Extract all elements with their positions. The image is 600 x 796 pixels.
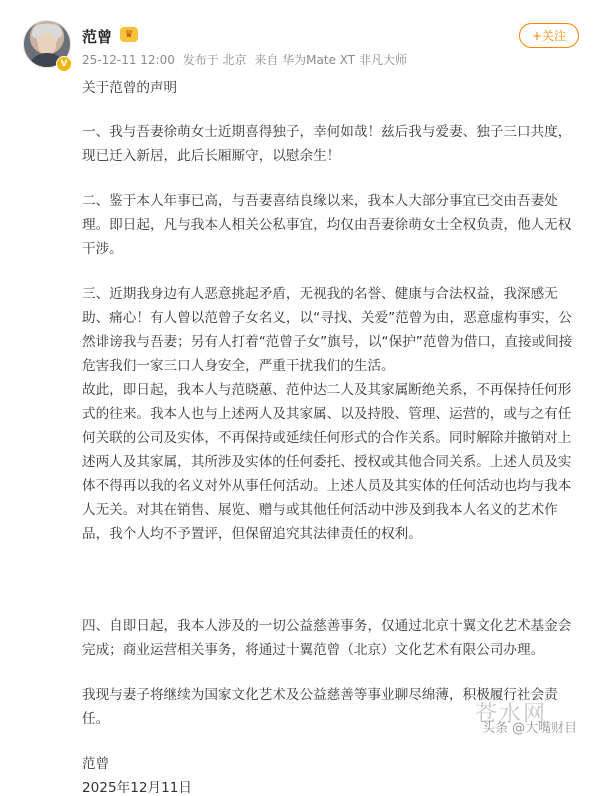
follow-button[interactable]: +关注 xyxy=(519,23,579,48)
post-meta xyxy=(82,51,411,68)
statement-title: 关于范曾的声明 xyxy=(82,80,178,96)
paragraph-4: 四、自即日起，我本人涉及的一切公益慈善事务，仅通过北京十翼文化艺术基金会 完成；商业运营相关事务，将通过十翼范曾（北京）文化艺术有限公司办理。 xyxy=(82,618,572,658)
signature: 范曾 xyxy=(82,756,110,772)
post-location: 发布于 北京 xyxy=(182,53,247,67)
statement-date: 2025年12月11日 xyxy=(82,780,192,796)
paragraph-1: 一、我与吾妻徐萌女士近期喜得独子，幸何如哉！兹后我与爱妻、独子三口共度， 现已迁入新居，此后长厢厮守，以慰余生！ xyxy=(82,124,572,164)
post-time: 25-12-11 12:00 xyxy=(82,53,175,67)
post-header xyxy=(0,0,600,80)
paragraph-5: 我现与妻子将继续为国家文化艺术及公益慈善等事业聊尽绵薄，积极履行社会责 任。 xyxy=(82,687,558,727)
caption-watermark: 头条 @大嘴财目 xyxy=(482,721,578,736)
verified-v-icon: V xyxy=(56,56,72,72)
post-source: 来自 华为Mate XT 非凡大师 xyxy=(254,53,407,67)
author-name[interactable]: 范曾 xyxy=(82,28,113,46)
paragraph-3: 三、近期我身边有人恶意挑起矛盾，无视我的名誉、健康与合法权益，我深感无 助、痛心！有人曾以范曾子女名义，以“寻找、关爱”范曾为由，恶意虚构事实，公 然诽谤我与吾妻；另有人打着“范曾子女”旗号，以“保护”范曾为借口，直接或间接 危害我们一家三口人身安全，严重干扰我们的生活。 故此，即日起，我本人与范晓蕙、范仲达二人及其家属断绝关系，不再保持任何形 式的往来。我本人也与上述两人及其家属、以及持股、管理、运营的，或与之有任 何关联的公司及实体，不再保持或延续任何形式的合作关系。同时解除并撤销对上 述两人及其家属，其所涉及实体的任何委托、授权或其他合同关系。上述人员及实 体不得再以我的名义对外从事任何活动。上述人员及其实体的任何活动也均与我本 人无关。对其在销售、展览、赠与或其他任何活动中涉及到我本人名义的艺术作 品，我个人均不予置评，但保留追究其法律责任的权利。 xyxy=(82,286,573,542)
site-watermark: 苍水网 xyxy=(475,702,548,727)
paragraph-2: 二、鉴于本人年事已高，与吾妻喜结良缘以来，我本人大部分事宜已交由吾妻处 理。即日起，凡与我本人相关公私事宜，均仅由吾妻徐萌女士全权负责，他人无权 干涉。 xyxy=(82,193,572,257)
crown-icon: ♛ xyxy=(120,27,138,42)
